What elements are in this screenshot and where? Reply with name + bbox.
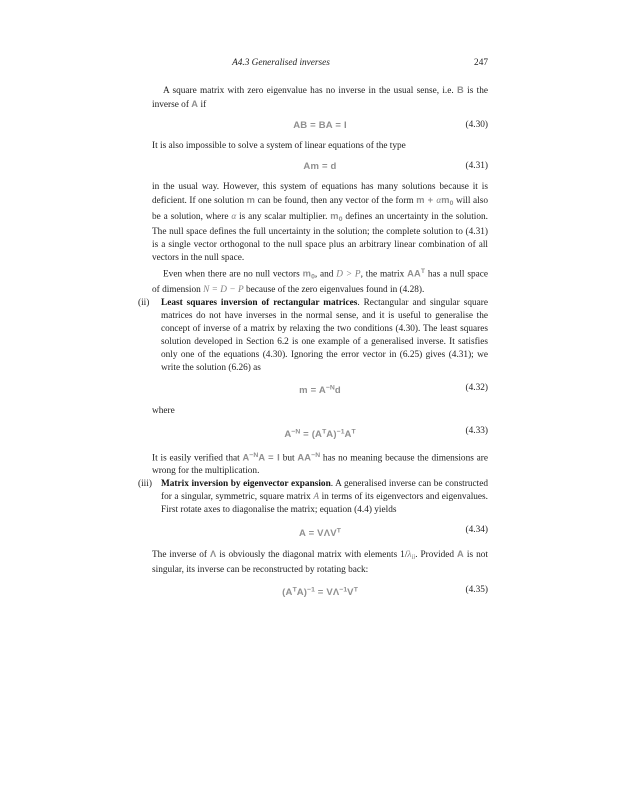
equation-4-31 (152, 160, 488, 174)
paragraph-null-vectors: Even when there are no null vectors $m_0$, and D > P, the matrix $AA^T$ has a null space of dimension N = D − P because of the zero eigenvalues found in (4.28). (152, 268, 488, 295)
list-item-iii-label: (iii) (138, 479, 152, 489)
equation-4-33 (152, 425, 488, 442)
paragraph-lambda-inverse: The inverse of Λ is obviously the diagonal matrix with elements $1/\lambda_{ii}$. Provided A is not singular, its inverse can be reconstructed by rotating back: (152, 548, 488, 575)
equation-4-34-number: (4.34) (465, 525, 488, 535)
equation-4-30-number: (4.30) (465, 120, 488, 130)
running-head (152, 57, 488, 70)
equation-4-32-math: $m = A^{-N}d$ (299, 384, 341, 396)
equation-4-35-number: (4.35) (465, 584, 488, 595)
equation-4-33-math: $A^{-N} = (A^TA)^{-1}A^T$ (284, 428, 356, 440)
equation-4-33-number: (4.33) (465, 426, 488, 436)
list-item-iii-text: Matrix inversion by eigenvector expansion. A generalised inverse can be constructed for a singular, symmetric, square matrix A in terms of its eigenvectors and eigenvalues. First rotate axes to diagonalise the matrix; equation (4.4) yields (161, 479, 488, 515)
equation-4-32-number: (4.32) (465, 382, 488, 393)
paragraph-linear-system: It is also impossible to solve a system of linear equations of the type (152, 141, 406, 151)
equation-4-35 (152, 584, 488, 601)
list-item-ii-label: (ii) (138, 297, 150, 308)
equation-4-30 (152, 119, 488, 133)
equation-4-31-number: (4.31) (465, 161, 488, 171)
equation-4-34-math: $A = V\Lambda V^T$ (299, 527, 341, 539)
equation-4-31-math: Am = d (303, 161, 337, 172)
equation-4-30-math: AB = BA = I (293, 120, 347, 131)
list-item-ii (138, 297, 488, 375)
page-content (138, 84, 489, 607)
equation-4-34 (152, 524, 488, 541)
paragraph-verification: It is easily verified that $A^{-N}A = I$ but $AA^{-N}$ has no meaning because the dimensions are wrong for the multiplication. (152, 451, 489, 476)
list-item-ii-text: Least squares inversion of rectangular matrices. Rectangular and singular square matrices do not have inverses in the normal sense, and it is useful to generalise the concept of inverse of a matrix by relaxing the two conditions (4.30). The least squares solution developed in Section 6.2 is one example of a generalised inverse. It satisfies only one of the equations (4.30). Ignoring the error vector in (6.25) gives (4.31); we write the solution (6.26) as (161, 297, 488, 373)
paragraph-null-space: in the usual way. However, this system of equations has many solutions because it is deficient. If one solution m can be found, then any vector of the form $m + \alpha m_0$ will also be a solution, where α is any scalar multiplier. $m_0$ defines an uncertainty in the solution. The null space defines the full uncertainty in the solution; the complete solution to (4.31) is a single vector orthogonal to the null space plus an arbitrary linear combination of all vectors in the null space. (152, 182, 489, 263)
equation-4-32 (152, 382, 488, 399)
page-number: 247 (474, 58, 488, 68)
section-heading: A4.3 Generalised inverses (232, 58, 330, 68)
paragraph-intro: A square matrix with zero eigenvalue has no inverse in the usual sense, i.e. B is the inverse of A if (152, 85, 488, 110)
paragraph-where: where (152, 406, 175, 416)
equation-4-35-math: $(A^TA)^{-1} = V\Lambda^{-1}V^T$ (282, 586, 358, 598)
list-item-iii (138, 478, 488, 517)
